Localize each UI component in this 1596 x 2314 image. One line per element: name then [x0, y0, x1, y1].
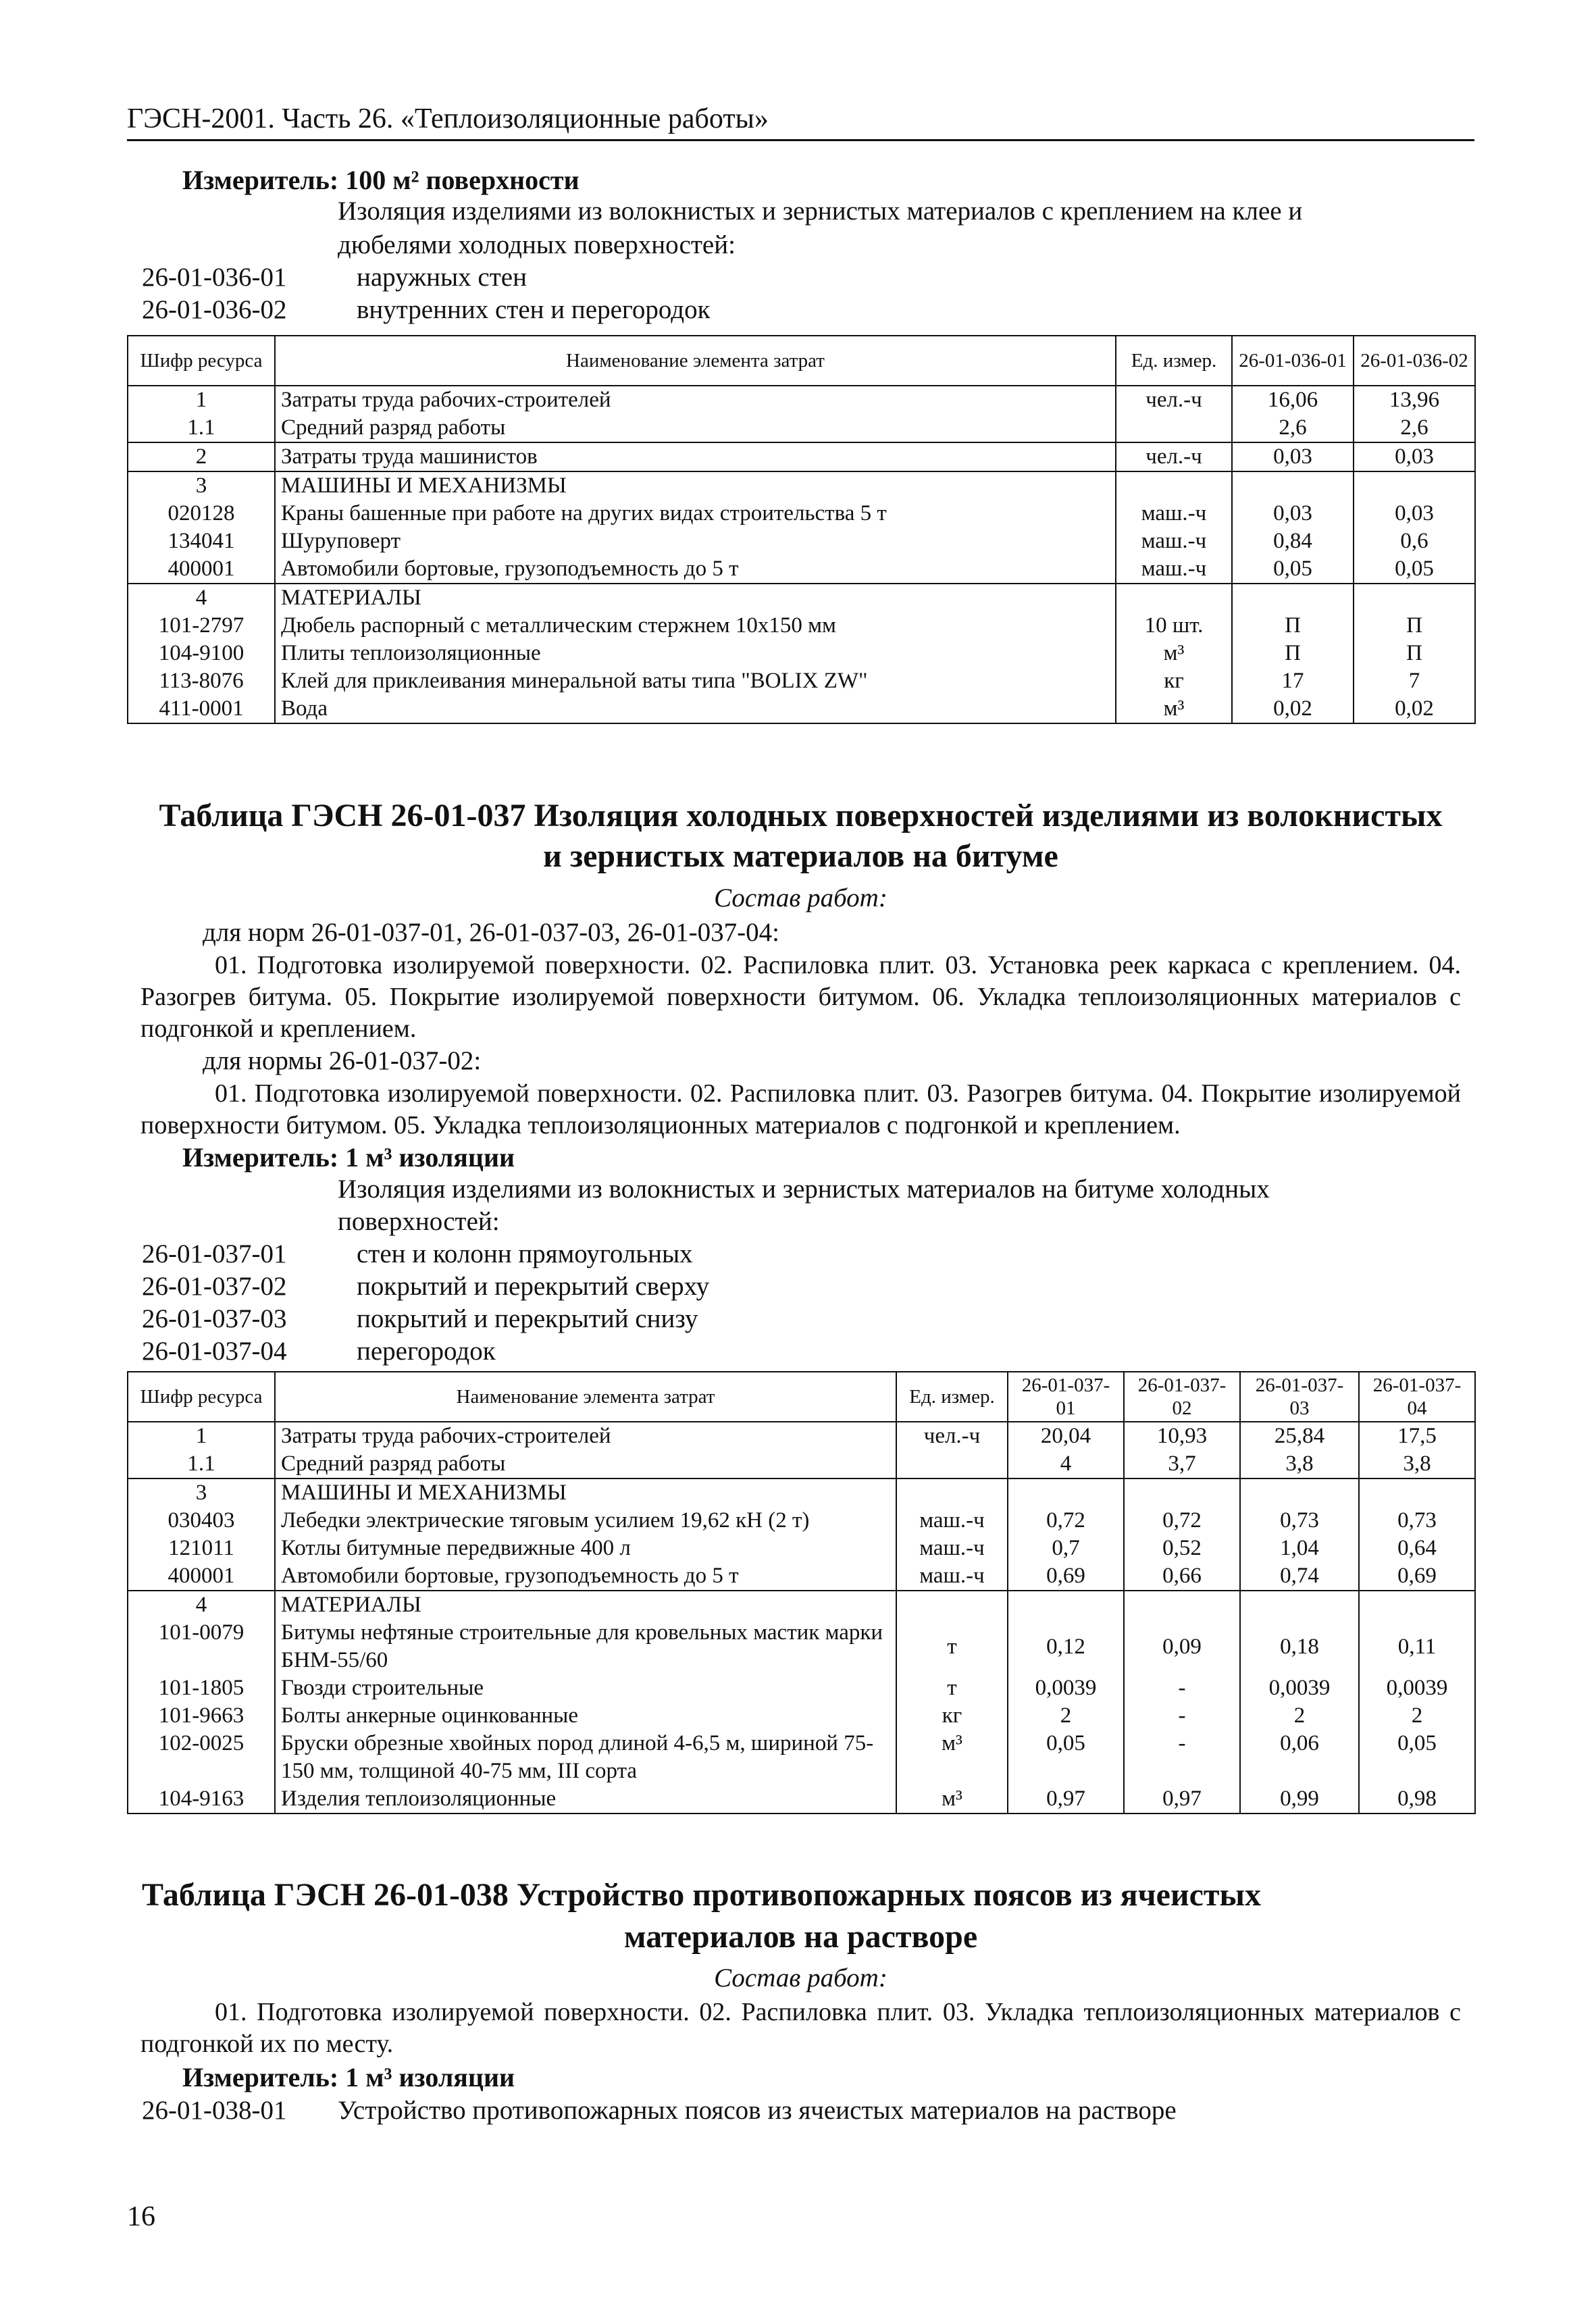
cell-value: 0,03 [1232, 500, 1354, 528]
cell-value: 0,06 [1240, 1730, 1359, 1785]
cell-unit: 10 шт. [1116, 612, 1232, 640]
desc-line-1: Изоляция изделиями из волокнистых и зернистых материалов с креплением на клее и [338, 197, 1303, 226]
table-header-row [128, 1372, 1475, 1422]
cell-unit [896, 1591, 1008, 1619]
cell-value: 7 [1354, 667, 1475, 695]
norm-code: 26-01-037-02 [142, 1272, 287, 1301]
cell-value [1359, 1591, 1475, 1619]
cell-value: П [1232, 640, 1354, 667]
cell-value: 0,03 [1232, 442, 1354, 471]
norm-code: 26-01-038-01 [142, 2096, 287, 2125]
cell-unit: чел.-ч [1116, 442, 1232, 471]
cell-name: Лебедки электрические тяговым усилием 19,62 кН (2 т) [275, 1507, 896, 1535]
cell-name: Автомобили бортовые, грузоподъемность до 5 т [275, 1562, 896, 1591]
cell-unit: маш.-ч [1116, 555, 1232, 584]
cell-value: 2,6 [1232, 414, 1354, 442]
cell-value: 17 [1232, 667, 1354, 695]
cell-unit: т [896, 1619, 1008, 1674]
cell-value: П [1354, 612, 1475, 640]
cell-name: Битумы нефтяные строительные для кровельных мастик марки БНМ-55/60 [275, 1619, 896, 1674]
cell-name: Изделия теплоизоляционные [275, 1785, 896, 1814]
cell-value: П [1232, 612, 1354, 640]
cell-unit: маш.-ч [896, 1535, 1008, 1562]
cell-section-title: МАШИНЫ И МЕХАНИЗМЫ [275, 1479, 896, 1507]
work-composition-text: 01. Подготовка изолируемой поверхности. 02. Распиловка плит. 03. Укладка теплоизоляционных материалов с подгонкой их по месту. [140, 1998, 1461, 2058]
cell-value: 3,8 [1240, 1450, 1359, 1479]
table-row [128, 471, 1475, 500]
header-cell: 26-01-037-03 [1240, 1372, 1359, 1422]
cell-code: 101-9663 [128, 1702, 275, 1730]
cell-code: 101-1805 [128, 1674, 275, 1702]
cell-value: 0,64 [1359, 1535, 1475, 1562]
table-row [128, 386, 1475, 414]
norms-scope: для нормы 26-01-037-02: [203, 1046, 482, 1075]
cell-code: 4 [128, 584, 275, 612]
cell-value: 0,05 [1008, 1730, 1124, 1785]
cell-code: 101-2797 [128, 612, 275, 640]
cell-value: 0,52 [1124, 1535, 1240, 1562]
cell-code: 400001 [128, 555, 275, 584]
cell-value: 2 [1240, 1702, 1359, 1730]
cell-value: 0,66 [1124, 1562, 1240, 1591]
cell-code: 3 [128, 471, 275, 500]
table-header-row [128, 336, 1475, 386]
table-row [128, 1730, 1475, 1785]
cell-unit [896, 1479, 1008, 1507]
cell-value: 3,7 [1124, 1450, 1240, 1479]
composition-heading: Состав работ: [714, 1963, 887, 1992]
table-row [128, 528, 1475, 555]
cell-code: 1 [128, 386, 275, 414]
table-row [128, 1507, 1475, 1535]
desc-line-2: дюбелями холодных поверхностей: [338, 230, 736, 259]
cell-unit [1116, 471, 1232, 500]
table-row [128, 1422, 1475, 1450]
cell-value: 0,02 [1232, 695, 1354, 723]
cell-code: 104-9100 [128, 640, 275, 667]
cell-name: Затраты труда рабочих-строителей [275, 1422, 896, 1450]
cell-unit: кг [896, 1702, 1008, 1730]
cell-unit: маш.-ч [1116, 500, 1232, 528]
cell-value: 16,06 [1232, 386, 1354, 414]
cell-unit [896, 1450, 1008, 1479]
header-cell: 26-01-036-01 [1232, 336, 1354, 386]
cell-code: 1 [128, 1422, 275, 1450]
table-row [128, 695, 1475, 723]
resource-table-036 [127, 335, 1476, 724]
cell-code: 400001 [128, 1562, 275, 1591]
header-rule [127, 139, 1474, 141]
cell-code: 121011 [128, 1535, 275, 1562]
cell-unit: маш.-ч [896, 1507, 1008, 1535]
running-header: ГЭСН-2001. Часть 26. «Теплоизоляционные работы» [127, 103, 769, 134]
desc-line-2: поверхностей: [338, 1207, 500, 1236]
cell-unit: м³ [896, 1730, 1008, 1785]
meter-block2: Измеритель: 1 м³ изоляции [182, 1142, 515, 1173]
cell-value: 0,6 [1354, 528, 1475, 555]
cell-value: 0,74 [1240, 1562, 1359, 1591]
norm-text: наружных стен [357, 263, 527, 292]
cell-value [1354, 471, 1475, 500]
meter-block3: Измеритель: 1 м³ изоляции [182, 2062, 515, 2092]
cell-code: 030403 [128, 1507, 275, 1535]
cell-value: 20,04 [1008, 1422, 1124, 1450]
cell-value: 0,03 [1354, 500, 1475, 528]
cell-value: 0,98 [1359, 1785, 1475, 1814]
table-row [128, 1562, 1475, 1591]
cell-name: Затраты труда рабочих-строителей [275, 386, 1116, 414]
cell-unit: т [896, 1674, 1008, 1702]
meter-block1: Измеритель: 100 м² поверхности [182, 165, 580, 195]
table-row [128, 1674, 1475, 1702]
cell-name: Затраты труда машинистов [275, 442, 1116, 471]
cell-unit: чел.-ч [1116, 386, 1232, 414]
cell-code: 134041 [128, 528, 275, 555]
cell-value: 10,93 [1124, 1422, 1240, 1450]
cell-unit: кг [1116, 667, 1232, 695]
cell-value: П [1354, 640, 1475, 667]
cell-name: Автомобили бортовые, грузоподъемность до 5 т [275, 555, 1116, 584]
cell-name: Гвозди строительные [275, 1674, 896, 1702]
norm-text: внутренних стен и перегородок [357, 295, 711, 324]
cell-code: 4 [128, 1591, 275, 1619]
cell-value: 0,73 [1359, 1507, 1475, 1535]
cell-value [1232, 584, 1354, 612]
cell-name: Дюбель распорный с металлическим стержнем 10x150 мм [275, 612, 1116, 640]
cell-value: 13,96 [1354, 386, 1475, 414]
cell-code: 2 [128, 442, 275, 471]
cell-value: 0,0039 [1008, 1674, 1124, 1702]
norms-scope: для норм 26-01-037-01, 26-01-037-03, 26-01-037-04: [203, 918, 779, 947]
table-row [128, 414, 1475, 442]
cell-value: 0,02 [1354, 695, 1475, 723]
table-row [128, 1535, 1475, 1562]
cell-code: 411-0001 [128, 695, 275, 723]
cell-name: Плиты теплоизоляционные [275, 640, 1116, 667]
cell-unit: м³ [1116, 640, 1232, 667]
cell-value: 0,05 [1354, 555, 1475, 584]
cell-unit: маш.-ч [896, 1562, 1008, 1591]
cell-value: - [1124, 1730, 1240, 1785]
cell-code: 1.1 [128, 1450, 275, 1479]
cell-value: 0,03 [1354, 442, 1475, 471]
cell-value: 0,11 [1359, 1619, 1475, 1674]
table-row [128, 612, 1475, 640]
cell-value [1008, 1479, 1124, 1507]
cell-value [1240, 1591, 1359, 1619]
header-cell: Шифр ресурса [128, 1372, 275, 1422]
cell-unit: м³ [896, 1785, 1008, 1814]
cell-value: 0,09 [1124, 1619, 1240, 1674]
cell-value [1354, 584, 1475, 612]
work-composition-text: 01. Подготовка изолируемой поверхности. 02. Распиловка плит. 03. Разогрев битума. 04. Покрытие изолируемой поверхности битумом. 05. Укладка теплоизоляционных материалов с подгонкой и креплением. [140, 1079, 1461, 1139]
cell-value: 0,05 [1359, 1730, 1475, 1785]
norm-code: 26-01-037-01 [142, 1239, 287, 1268]
cell-code: 102-0025 [128, 1730, 275, 1785]
table-row [128, 442, 1475, 471]
norm-text: Устройство противопожарных поясов из ячеистых материалов на растворе [338, 2096, 1177, 2125]
header-cell: Ед. измер. [896, 1372, 1008, 1422]
table-row [128, 555, 1475, 584]
cell-unit: маш.-ч [1116, 528, 1232, 555]
table-row [128, 667, 1475, 695]
cell-value: 0,05 [1232, 555, 1354, 584]
cell-value: - [1124, 1674, 1240, 1702]
cell-value: 2,6 [1354, 414, 1475, 442]
cell-value: 0,0039 [1359, 1674, 1475, 1702]
cell-name: Вода [275, 695, 1116, 723]
cell-name: Болты анкерные оцинкованные [275, 1702, 896, 1730]
cell-value: 25,84 [1240, 1422, 1359, 1450]
header-cell: Наименование элемента затрат [275, 336, 1116, 386]
table-title-037-line2: и зернистых материалов на битуме [543, 838, 1058, 874]
norm-code: 26-01-037-04 [142, 1337, 287, 1366]
cell-code: 1.1 [128, 414, 275, 442]
cell-unit: м³ [1116, 695, 1232, 723]
table-title-038-line2: материалов на растворе [623, 1919, 978, 1955]
cell-value: 4 [1008, 1450, 1124, 1479]
cell-value: 0,97 [1008, 1785, 1124, 1814]
cell-value: 2 [1008, 1702, 1124, 1730]
cell-name: Краны башенные при работе на других видах строительства 5 т [275, 500, 1116, 528]
cell-section-title: МАТЕРИАЛЫ [275, 584, 1116, 612]
cell-value: 0,73 [1240, 1507, 1359, 1535]
cell-code: 020128 [128, 500, 275, 528]
table-row [128, 1702, 1475, 1730]
cell-value: 0,7 [1008, 1535, 1124, 1562]
cell-value: 0,99 [1240, 1785, 1359, 1814]
header-cell: Шифр ресурса [128, 336, 275, 386]
norm-text: перегородок [357, 1337, 496, 1366]
header-cell: Наименование элемента затрат [275, 1372, 896, 1422]
table-row [128, 640, 1475, 667]
cell-name: Средний разряд работы [275, 1450, 896, 1479]
header-cell: 26-01-036-02 [1354, 336, 1475, 386]
header-cell: Ед. измер. [1116, 336, 1232, 386]
cell-value [1232, 471, 1354, 500]
table-title-038-line1: Таблица ГЭСН 26-01-038 Устройство противопожарных поясов из ячеистых [142, 1877, 1261, 1913]
cell-name: Бруски обрезные хвойных пород длиной 4-6,5 м, шириной 75-150 мм, толщиной 40-75 мм, III сорта [275, 1730, 896, 1785]
cell-value: 17,5 [1359, 1422, 1475, 1450]
cell-value [1240, 1479, 1359, 1507]
cell-code: 113-8076 [128, 667, 275, 695]
table-row [128, 500, 1475, 528]
cell-value: 0,69 [1359, 1562, 1475, 1591]
norm-code: 26-01-037-03 [142, 1304, 287, 1333]
header-cell: 26-01-037-04 [1359, 1372, 1475, 1422]
cell-value: 0,97 [1124, 1785, 1240, 1814]
cell-value: 0,0039 [1240, 1674, 1359, 1702]
page-number: 16 [127, 2201, 155, 2232]
table-row [128, 1619, 1475, 1674]
cell-value: 0,72 [1008, 1507, 1124, 1535]
cell-section-title: МАТЕРИАЛЫ [275, 1591, 896, 1619]
cell-value: 0,12 [1008, 1619, 1124, 1674]
table-row [128, 1479, 1475, 1507]
work-composition-text: 01. Подготовка изолируемой поверхности. 02. Распиловка плит. 03. Установка реек каркаса с креплением. 04. Разогрев битума. 05. Покрытие изолируемой поверхности битумом. 06. Укладка теплоизоляционных материалов с подгонкой и креплением. [140, 951, 1461, 1043]
cell-value [1359, 1479, 1475, 1507]
cell-unit: чел.-ч [896, 1422, 1008, 1450]
cell-value: 3,8 [1359, 1450, 1475, 1479]
header-cell: 26-01-037-02 [1124, 1372, 1240, 1422]
cell-name: Клей для приклеивания минеральной ваты типа "BOLIX ZW" [275, 667, 1116, 695]
cell-value [1124, 1591, 1240, 1619]
header-cell: 26-01-037-01 [1008, 1372, 1124, 1422]
table-row [128, 1591, 1475, 1619]
cell-name: Котлы битумные передвижные 400 л [275, 1535, 896, 1562]
cell-value: 0,72 [1124, 1507, 1240, 1535]
cell-unit [1116, 414, 1232, 442]
cell-code: 104-9163 [128, 1785, 275, 1814]
table-title-037-line1: Таблица ГЭСН 26-01-037 Изоляция холодных поверхностей изделиями из волокнистых [159, 798, 1443, 833]
table-row [128, 1785, 1475, 1814]
cell-value: 0,18 [1240, 1619, 1359, 1674]
cell-code: 3 [128, 1479, 275, 1507]
cell-value: 1,04 [1240, 1535, 1359, 1562]
table-row [128, 584, 1475, 612]
norm-code: 26-01-036-01 [142, 263, 287, 292]
cell-value [1124, 1479, 1240, 1507]
composition-heading: Состав работ: [714, 883, 887, 912]
cell-name: Шуруповерт [275, 528, 1116, 555]
cell-section-title: МАШИНЫ И МЕХАНИЗМЫ [275, 471, 1116, 500]
norm-text: покрытий и перекрытий сверху [357, 1272, 710, 1301]
cell-name: Средний разряд работы [275, 414, 1116, 442]
cell-unit [1116, 584, 1232, 612]
norm-text: стен и колонн прямоугольных [357, 1239, 693, 1268]
norm-code: 26-01-036-02 [142, 295, 287, 324]
norm-text: покрытий и перекрытий снизу [357, 1304, 698, 1333]
table-row [128, 1450, 1475, 1479]
cell-value: 2 [1359, 1702, 1475, 1730]
cell-value [1008, 1591, 1124, 1619]
cell-value: 0,69 [1008, 1562, 1124, 1591]
cell-value: - [1124, 1702, 1240, 1730]
resource-table-037 [127, 1371, 1476, 1814]
cell-code: 101-0079 [128, 1619, 275, 1674]
desc-line-1: Изоляция изделиями из волокнистых и зернистых материалов на битуме холодных [338, 1175, 1270, 1204]
cell-value: 0,84 [1232, 528, 1354, 555]
